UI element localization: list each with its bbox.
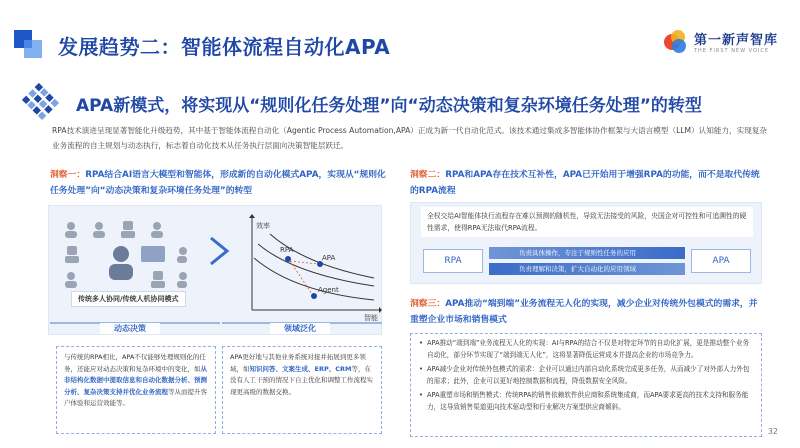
bottom-left-label: 动态决策 [100, 323, 160, 334]
rpa-box: RPA [423, 249, 483, 273]
headline: APA新模式，将实现从“规则化任务处理”向“动态决策和复杂环境任务处理”的转型 [76, 95, 702, 116]
title-bar [14, 30, 390, 60]
grid-label: 传统多人协同/传统人机协同模式 [71, 291, 186, 307]
list-item: • APA重塑市场和销售模式：传统RPA的销售依赖软件供应商和系统集成商，而APA要求更高的技术支持和服务能力，这导致销售渠道更向技术驱动型和行业解决方案型供应商倾斜。 [427, 390, 753, 413]
bottom-right-label: 领域泛化 [270, 323, 330, 334]
y-axis-label: 效率 [256, 222, 270, 230]
insight1-panel [48, 205, 382, 335]
title-square-icon [14, 30, 44, 60]
x-axis-label: 智能 [364, 314, 378, 322]
insight2-title: 洞察二：RPA和APA存在技术互补性，APA已开始用于增强RPA的功能，而不是取代传统的RPA流程 [410, 170, 760, 196]
insight3-title: 洞察三：APA推动“端到端”业务流程无人化的实现，减少企业对传统外包模式的需求，并重塑企业市场和销售模式 [410, 299, 758, 325]
insight2-text: 全权交给AI智能体执行流程存在难以预测的随机性，导致无法接受的风险，央国企对可控性和可追溯性的硬性需求，使得RPA无法取代RPA流程。 [421, 207, 753, 237]
series-label-rpa: RPA [280, 246, 294, 254]
page-number: 32 [767, 427, 778, 436]
agent-point [311, 293, 317, 299]
series-label-apa: APA [322, 254, 336, 262]
series-label-agent: Agent [318, 286, 339, 294]
logo [662, 28, 778, 54]
insight1-left-box: 与传统的RPA相比，APA不仅能够处理规则化的任务，还能应对动态决策和复杂环境中的变化，如从非结构化数据中提取信息和自动化数据分析、预测分析、复杂决策支持并优化业务流程等从而提升客户体验和运营效能等。 [56, 346, 216, 434]
list-item: • APA推动“端到端”业务流程无人化的实现：AI与RPA的结合不仅是对特定环节的自动化扩展，更是推动整个业务自动化，部分环节实现了“端到端无人化”，这将显著降低运营成本并提高企业的市场竞争力。 [427, 338, 753, 361]
flow-arrow-2: 负责理解和决策，扩大自动化的应用领域 [489, 263, 685, 275]
logo-subtitle: THE FIRST NEW VOICE [693, 47, 770, 54]
intro-paragraph: RPA技术演进呈现显著智能化升级趋势，其中基于智能体流程自动化（Agentic Process Automation,APA）正成为新一代自动化范式。该技术通过集成多智能体协作框架与大语言模型（LLM）认知能力，实现复杂业务流程的自主规划与动态执行，标志着自动化技术从任务执行层面向决策智能层跃迁。 [52, 126, 768, 150]
logo-icon [662, 28, 688, 54]
flow-arrow-1: 负责具体操作，专注于规则性任务的应用 [489, 247, 685, 259]
efficiency-chart [234, 214, 382, 322]
insight1-right-box: APA更好地与其他业务系统对接并拓展到更多领域，如知识问答、文案生成、ERP、CRM等，在没有人工干预的情况下自主优化和调整工作流程实现更高级的数据交换。 [222, 346, 382, 434]
apa-box: APA [691, 249, 751, 273]
insight3-list [410, 333, 762, 437]
page-title: 发展趋势二：智能体流程自动化APA [58, 34, 391, 59]
chevron-right-icon [209, 236, 231, 266]
insight1-title: 洞察一：RPA结合AI语言大模型和智能体，形成新的自动化模式APA，实现从“规则化任务处理”向“动态决策和复杂环境任务处理”的转型 [50, 170, 386, 196]
logo-name: 第一新声智库 [693, 32, 778, 48]
insight2-panel [410, 202, 762, 284]
list-item: • APA减少企业对传统外包模式的需求：企业可以通过内部自动化系统完成更多任务，从而减少了对外部人力外包的需求；此外，企业可以更好地控制数据和流程，降低数据安全风险。 [427, 364, 753, 387]
dots-icon [21, 83, 61, 123]
